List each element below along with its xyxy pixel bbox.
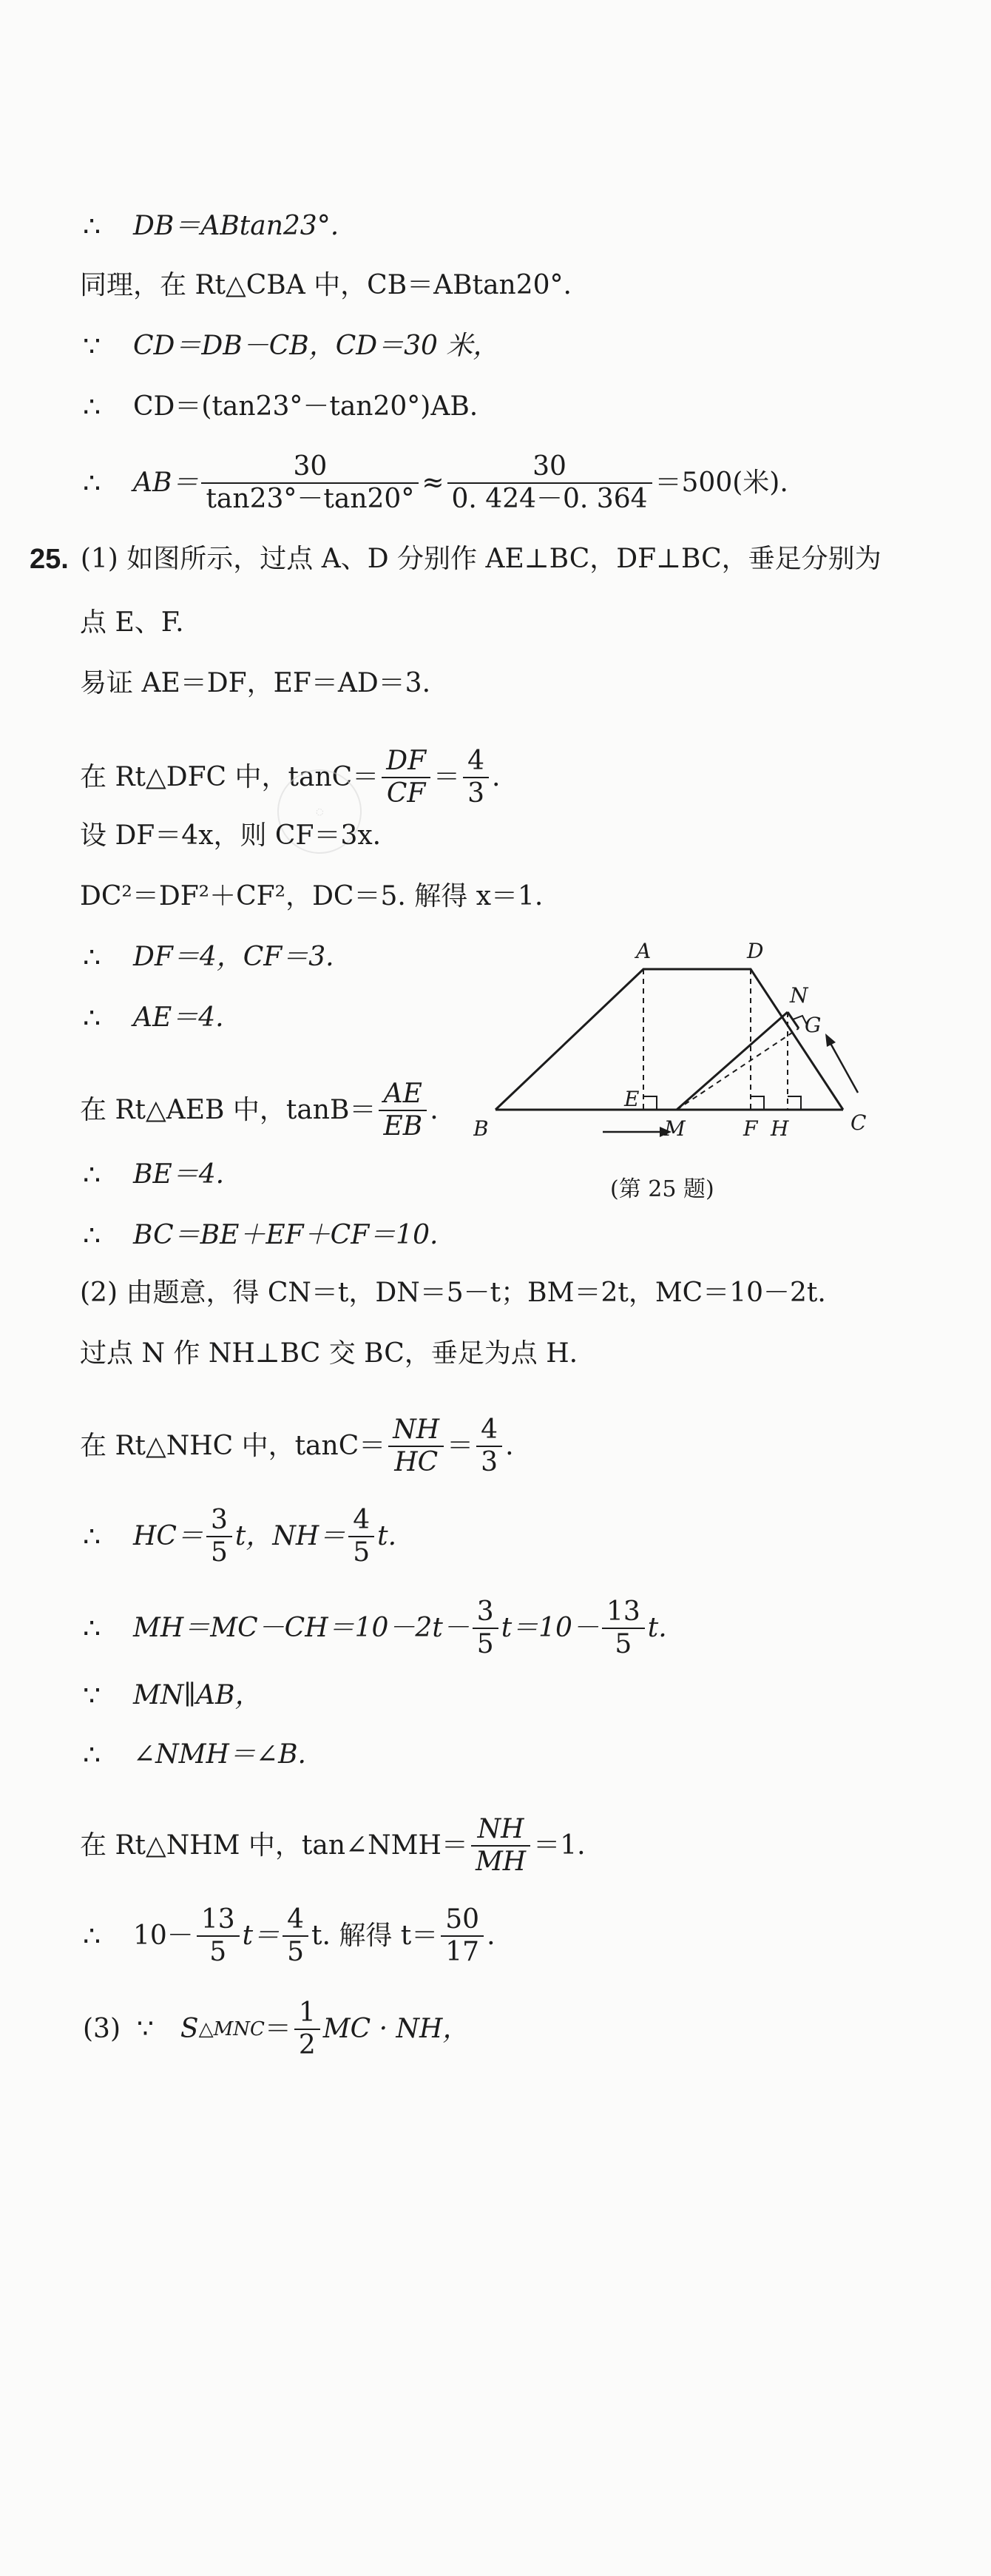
watermark-stamp: ◌	[266, 758, 373, 865]
line-db: ∴ DB＝ABtan23°.	[83, 210, 339, 243]
fraction: $\frac{30}{\tan 23^\circ-\tan 20^\circ}$	[201, 451, 419, 515]
question-25-part2: (2) 由题意，得 CN＝t，DN＝5－t；BM＝2t，MC＝10－2t.	[80, 1278, 826, 1308]
label-n: N	[790, 983, 808, 1008]
label-g: G	[805, 1013, 822, 1037]
line-set-df: 设 DF＝4x，则 CF＝3x.	[80, 820, 382, 851]
label-h: H	[771, 1116, 789, 1141]
therefore-symbol: ∴	[83, 210, 101, 243]
line-tanc-dfc: 在 Rt△DFC 中，tanC＝ $\frac{DF}{CF}$ ＝ $\frac{4}{3}$ .	[80, 746, 501, 809]
question-25-part1: 25. (1) 如图所示，过点 A、D 分别作 AE⊥BC，DF⊥BC，垂足分别为	[30, 544, 882, 575]
line-ab-result: ∴ AB＝ $\frac{30}{\tan 23^\circ-\tan 20^\circ}$ ≈ $\frac{30}{0. 424-0. 364}$ ＝500(米).	[83, 451, 788, 514]
line-tanc-nhc: 在 Rt△NHC 中，tanC＝ $\frac{NH}{HC}$ ＝ $\frac{4}{3}$ .	[80, 1415, 514, 1477]
label-f: F	[743, 1116, 758, 1141]
line-bc: ∴ BC＝BE＋EF＋CF＝10.	[83, 1219, 439, 1252]
line-cd: ∵ CD＝DB－CB，CD＝30 米，	[83, 330, 500, 363]
figure-caption: (第 25 题)	[610, 1176, 714, 1202]
because-symbol: ∵	[83, 330, 101, 363]
line-df-cf: ∴ DF＝4，CF＝3.	[83, 941, 334, 974]
label-e: E	[624, 1087, 640, 1111]
line-cb: 同理，在 Rt△CBA 中，CB＝ABtan20°.	[80, 270, 572, 300]
line-ae: ∴ AE＝4.	[83, 1002, 224, 1034]
label-b: B	[473, 1116, 489, 1141]
line-be: ∴ BE＝4.	[83, 1159, 225, 1191]
label-a: A	[636, 939, 652, 963]
line-easy-prove: 易证 AE＝DF，EF＝AD＝3.	[80, 668, 431, 698]
label-m: M	[664, 1116, 686, 1141]
label-d: D	[747, 939, 764, 963]
line-mh: ∴ MH＝MC－CH＝10－2t－ $\frac{3}{5}$ t＝10－ $\frac{13}{5}$ t.	[83, 1596, 667, 1659]
line-mn-parallel: ∵ MN∥AB，	[83, 1679, 262, 1712]
line-solve-t: ∴ 10－ $\frac{13}{5}$ t＝ $\frac{4}{5}$ t. 解得 t＝ $\frac{50}{17}$ .	[83, 1904, 495, 1967]
therefore-symbol: ∴	[83, 467, 101, 499]
line-pythagoras: DC²＝DF²＋CF²，DC＝5. 解得 x＝1.	[80, 881, 544, 911]
line-points-ef: 点 E、F.	[80, 607, 184, 638]
question-25-part3: (3) ∵ S △MNC ＝ $\frac{1}{2}$ MC · NH，	[83, 1997, 470, 2060]
fraction: $\frac{30}{0. 424-0. 364}$	[447, 451, 652, 515]
line-angle: ∴ ∠NMH＝∠B.	[83, 1739, 306, 1771]
line-hc-nh: ∴ HC＝ $\frac{3}{5}$ t，NH＝ $\frac{4}{5}$ t.	[83, 1505, 397, 1568]
label-c: C	[850, 1110, 867, 1135]
question-number: 25.	[30, 544, 69, 575]
line-nh-perp: 过点 N 作 NH⊥BC 交 BC，垂足为点 H.	[80, 1338, 578, 1369]
line-cd-expr: ∴ CD＝(tan23°－tan20°)AB.	[83, 391, 478, 423]
line-tan-nmh: 在 Rt△NHM 中，tan∠NMH＝ $\frac{NH}{MH}$ ＝1.	[80, 1814, 586, 1877]
line-tanb: 在 Rt△AEB 中，tanB＝ $\frac{AE}{EB}$ .	[80, 1079, 439, 1142]
therefore-symbol: ∴	[83, 391, 101, 423]
trapezoid-figure	[473, 936, 887, 1158]
